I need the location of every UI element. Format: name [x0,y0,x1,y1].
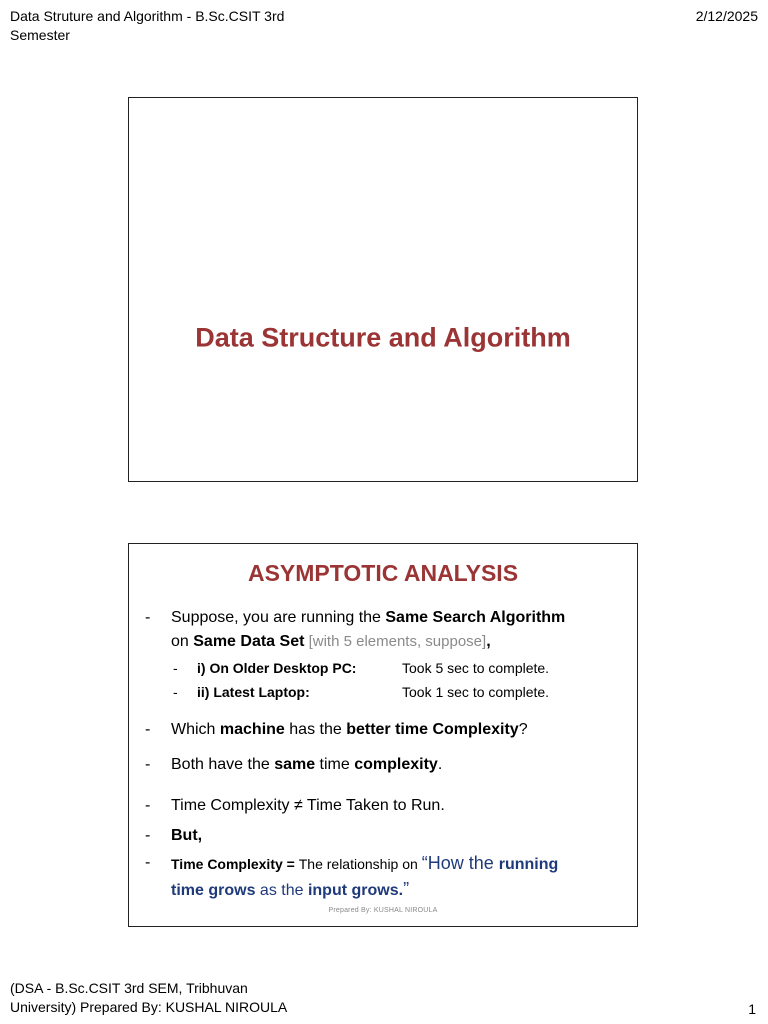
text-run: time [315,756,355,773]
sub-bullet-value: Took 5 sec to complete. [402,660,550,676]
bullet-text [171,718,625,742]
text-run-note: [with 5 elements, suppose] [304,633,487,650]
header-date: 2/12/2025 [695,8,758,24]
bullet-text [171,606,625,654]
text-run-bold: Time Complexity = [171,856,299,872]
page-number: 1 [748,1001,756,1017]
footer-text: (DSA - B.Sc.CSIT 3rd SEM, Tribhuvan University) Prepared By: KUSHAL NIROULA [10,980,288,1015]
text-run: Suppose, you are running the [171,609,386,626]
bullet-text [171,753,625,777]
text-run-bold: same [274,756,316,773]
header-title: Data Struture and Algorithm - B.Sc.CSIT 3rd Semester [10,8,285,43]
bullet-dash: - [173,660,178,676]
text-run-bold: time grows [171,882,256,899]
sub-bullet-value: Took 1 sec to complete. [402,684,550,700]
slide-2-title: ASYMPTOTIC ANALYSIS [247,560,519,586]
slide-1 [128,97,638,482]
bullet-dash: - [145,797,151,814]
bullet-text [171,824,625,848]
text-run-bold: But, [171,827,203,844]
bullet-dash: - [145,756,151,773]
sub-bullet-label: ii) Latest Laptop: [197,684,310,700]
bullet-dash: - [145,827,151,844]
text-run-bold: machine [219,721,285,738]
bullet-dash: - [173,684,178,700]
sub-bullet-label: i) On Older Desktop PC: [197,660,357,676]
text-run-bold: better time Complexity [346,721,519,738]
text-run: has the [284,721,347,738]
text-run: Which [171,721,220,738]
bullet-dash: - [145,609,151,626]
bullet-text: Time Complexity ≠ Time Taken to Run. [171,797,445,814]
text-run-bold: Same Data Set [193,633,305,650]
bullet-dash: - [145,721,151,738]
bullet-dash: - [145,854,151,871]
text-run-bold: Same Search Algorithm [385,609,566,626]
text-run: The relationship on [298,856,422,872]
text-run: Both have the [171,756,275,773]
text-run: ? [518,721,528,738]
text-run-bold: , [486,633,491,650]
text-run-bold: complexity [354,756,438,773]
text-run: as the [255,882,308,899]
text-run-bold: running [498,856,559,873]
text-run-quote: ” [403,879,410,899]
slide-2 [128,543,638,927]
text-run: on [171,633,194,650]
slide-1-title: Data Structure and Algorithm [195,322,571,353]
prepared-by-note: Prepared By: KUSHAL NIROULA [328,907,438,914]
text-run-bold: input grows. [307,882,404,899]
text-run-quote: “How the [421,853,499,873]
text-run: . [437,756,443,773]
bullet-text [171,851,625,903]
